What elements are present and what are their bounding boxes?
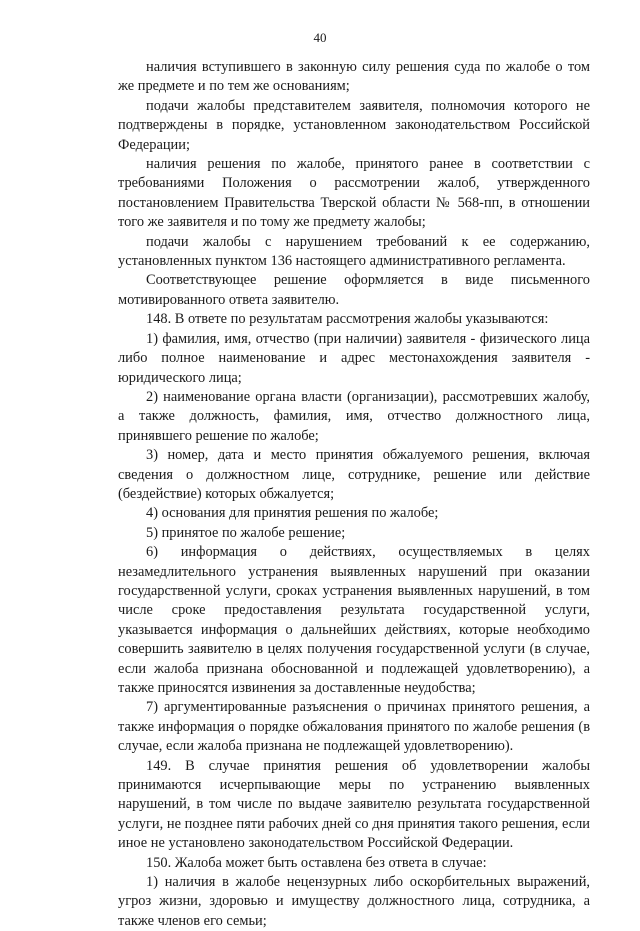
- paragraph: подачи жалобы представителем заявителя, полномочия которого не подтверждены в порядке, установленном законодательством Российской Федерации;: [118, 97, 590, 153]
- list-item: 1) наличия в жалобе нецензурных либо оскорбительных выражений, угроз жизни, здоровью и имуществу должностного лица, сотрудника, а также членов его семьи;: [118, 874, 590, 929]
- list-item: 6) информация о действиях, осуществляемых в целях незамедлительного устранения выявленных нарушений при оказании государственной услуги, сроках устранения выявленных нарушений, в том числе сроке предоставления результата государственной услуги, указывается информация о дальнейших действиях, которые необходимо совершить заявителю в целях получения государственной услуги (в случае, если жалоба признана обоснованной и подлежащей удовлетворению), а также приносятся извинения за доставленные неудобства;: [118, 544, 590, 696]
- section-150-heading: 150. Жалоба может быть оставлена без ответа в случае:: [146, 854, 487, 871]
- list-item: 2) наименование органа власти (организации), рассмотревших жалобу, а также должность, фамилия, имя, отчество должностного лица, принявшего решение по жалобе;: [118, 388, 590, 444]
- list-item: 7) аргументированные разъяснения о причинах принятого решения, а также информация о порядке обжалования принятого по жалобе решения (в случае, если жалоба признана не подлежащей удовлетворению).: [118, 699, 590, 755]
- list-item: 1) фамилия, имя, отчество (при наличии) заявителя - физического лица либо полное наименование и адрес местонахождения заявителя - юридического лица;: [118, 330, 590, 386]
- paragraph: наличия решения по жалобе, принятого ранее в соответствии с требованиями Положения о рассмотрении жалоб, утвержденного постановлением Правительства Тверской области № 568-пп, в отношении того же заявителя и по тому же предмету жалобы;: [118, 156, 590, 231]
- list-item: 4) основания для принятия решения по жалобе;: [146, 505, 439, 522]
- section-149: 149. В случае принятия решения об удовлетворении жалобы принимаются исчерпывающие меры по устранению выявленных нарушений, в том числе по выдаче заявителю результата государственной услуги, не позднее пяти рабочих дней со дня принятия такого решения, если иное не установлено законодательством Российской Федерации.: [118, 757, 590, 852]
- section-148-heading: 148. В ответе по результатам рассмотрения жалобы указываются:: [146, 311, 549, 328]
- list-item: 5) принятое по жалобе решение;: [146, 524, 346, 541]
- paragraph: Соответствующее решение оформляется в виде письменного мотивированного ответа заявителю.: [118, 272, 590, 308]
- list-item: 3) номер, дата и место принятия обжалуемого решения, включая сведения о должностном лице, сотруднике, решение или действие (бездействие) которых обжалуется;: [118, 447, 590, 502]
- paragraph: наличия вступившего в законную силу решения суда по жалобе о том же предмете и по тем же основаниям;: [118, 59, 590, 95]
- paragraph: подачи жалобы с нарушением требований к ее содержанию, установленных пунктом 136 настоящего административного регламента.: [118, 233, 590, 270]
- document-body: [118, 58, 590, 931]
- page-number: 40: [313, 30, 327, 45]
